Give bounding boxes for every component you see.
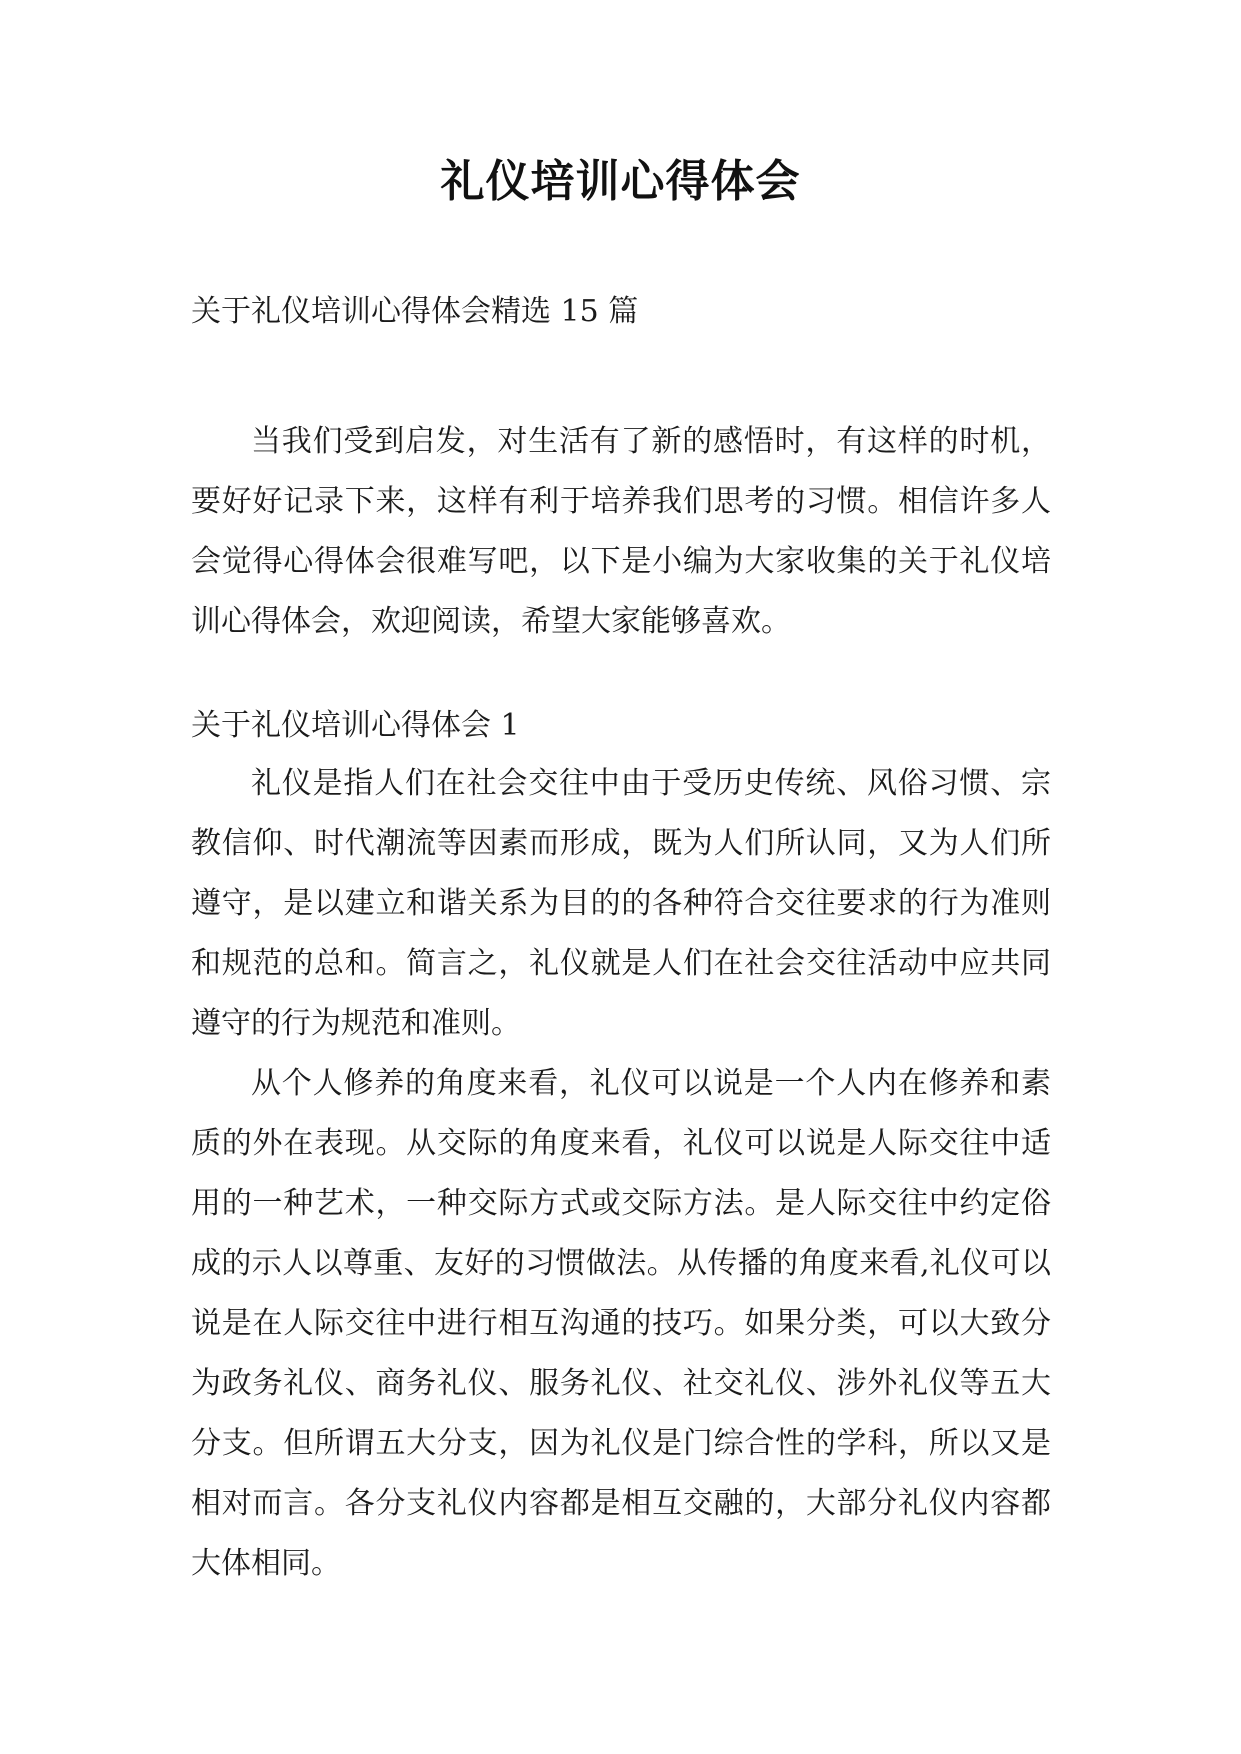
document-subtitle: 关于礼仪培训心得体会精选 15 篇 bbox=[191, 294, 639, 329]
intro-section bbox=[191, 412, 1051, 652]
section-heading: 关于礼仪培训心得体会 1 bbox=[191, 708, 520, 743]
body-paragraph: 礼仪是指人们在社会交往中由于受历史传统、风俗习惯、宗教信仰、时代潮流等因素而形成，既为人们所认同，又为人们所遵守，是以建立和谐关系为目的的各种符合交往要求的行为准则和规范的总和。简言之，礼仪就是人们在社会交往活动中应共同遵守的行为规范和准则。 bbox=[191, 766, 1051, 1041]
section-body bbox=[191, 754, 1051, 1594]
body-paragraph: 从个人修养的角度来看，礼仪可以说是一个人内在修养和素质的外在表现。从交际的角度来看，礼仪可以说是人际交往中适用的一种艺术，一种交际方式或交际方法。是人际交往中约定俗成的示人以尊重、友好的习惯做法。从传播的角度来看,礼仪可以说是在人际交往中进行相互沟通的技巧。如果分类，可以大致分为政务礼仪、商务礼仪、服务礼仪、社交礼仪、涉外礼仪等五大分支。但所谓五大分支，因为礼仪是门综合性的学科，所以又是相对而言。各分支礼仪内容都是相互交融的，大部分礼仪内容都大体相同。 bbox=[191, 1066, 1051, 1581]
intro-paragraph: 当我们受到启发，对生活有了新的感悟时，有这样的时机，要好好记录下来，这样有利于培养我们思考的习惯。相信许多人会觉得心得体会很难写吧，以下是小编为大家收集的关于礼仪培训心得体会，欢迎阅读，希望大家能够喜欢。 bbox=[191, 424, 1051, 639]
document-title: 礼仪培训心得体会 bbox=[440, 156, 801, 207]
